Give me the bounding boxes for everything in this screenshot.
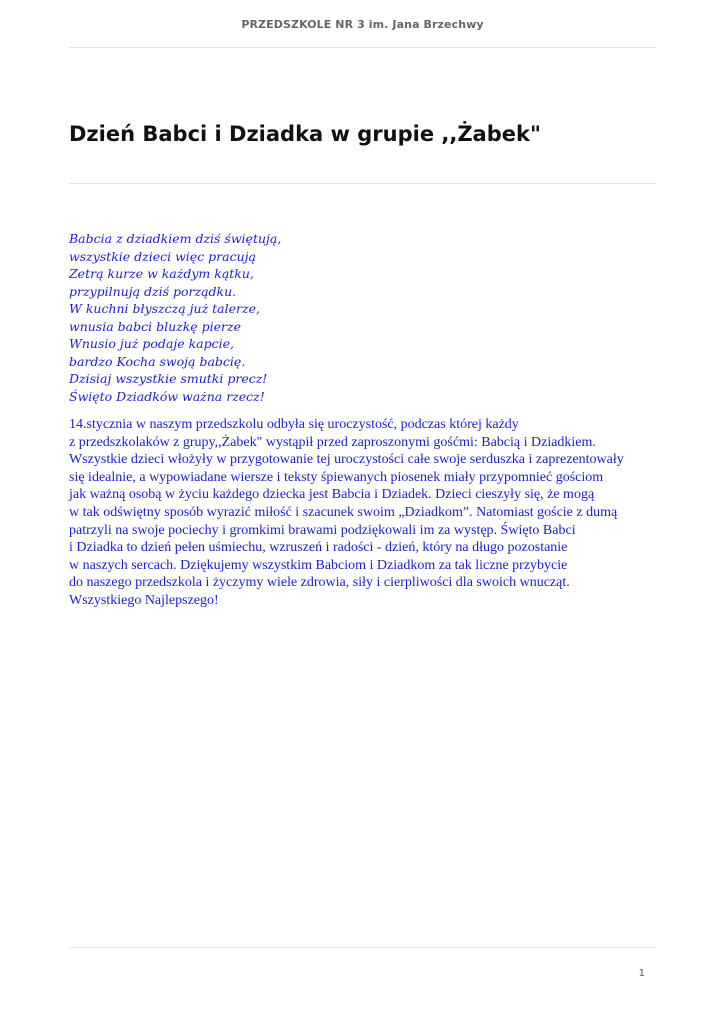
title-divider [69, 183, 655, 184]
report-line: się idealnie, a wypowiadane wiersze i teksty śpiewanych piosenek miały przypomnieć gościom [69, 469, 604, 485]
poem-line: Wnusio już podaje kapcie, [69, 336, 234, 351]
footer-divider [69, 947, 655, 948]
poem-line: Babcia z dziadkiem dziś świętują, [69, 231, 282, 246]
header-divider [69, 47, 655, 48]
poem-line: Święto Dziadków ważna rzecz! [69, 388, 265, 404]
report-line: Wszystkiego Najlepszego! [69, 592, 219, 608]
poem-line: Dzisiaj wszystkie smutki precz! [69, 371, 268, 386]
report-line: w naszych sercach. Dziękujemy wszystkim Babciom i Dziadkom za tak liczne przybycie [69, 557, 568, 573]
poem-line: bardzo Kocha swoją babcię. [69, 353, 246, 369]
page-number: 1 [638, 968, 645, 979]
report-line: w tak odświętny sposób wyrazić miłość i szacunek swoim „Dziadkom”. Natomiast goście z dumą [69, 504, 618, 520]
event-report [69, 416, 655, 610]
page-header: PRZEDSZKOLE NR 3 im. Jana Brzechwy [241, 18, 484, 31]
poem [69, 230, 655, 405]
report-line: 14.stycznia w naszym przedszkolu odbyła się uroczystość, podczas której każdy [69, 417, 519, 432]
poem-line: Zetrą kurze w każdym kątku, [69, 266, 254, 281]
report-line: Wszystkie dzieci włożyły w przygotowanie tej uroczystości całe swoje serduszka i zaprezentowały [69, 452, 624, 468]
report-line: z przedszkolaków z grupy,,Żabek" wystąpił przed zaproszonymi gośćmi: Babcią i Dziadkiem. [69, 434, 596, 450]
poem-line: wnusia babci bluzkę pierze [69, 318, 242, 334]
article-title: Dzień Babci i Dziadka w grupie ,,Żabek" [69, 122, 541, 146]
poem-line: przypilnują dziś porządku. [69, 283, 237, 299]
report-line: patrzyli na swoje pociechy i gromkimi brawami podziękowali im za występ. Święto Babci [69, 522, 576, 538]
poem-line: wszystkie dzieci więc pracują [69, 248, 256, 264]
report-line: do naszego przedszkola i życzymy wiele zdrowia, siły i cierpliwości dla swoich wnucząt. [69, 575, 570, 591]
report-line: jak ważną osobą w życiu każdego dziecka jest Babcia i Dziadek. Dzieci cieszyły się, że mogą [69, 487, 595, 503]
poem-line: W kuchni błyszczą już talerze, [69, 301, 260, 316]
report-line: i Dziadka to dzień pełen uśmiechu, wzruszeń i radości - dzień, który na długo pozostanie [69, 540, 568, 556]
